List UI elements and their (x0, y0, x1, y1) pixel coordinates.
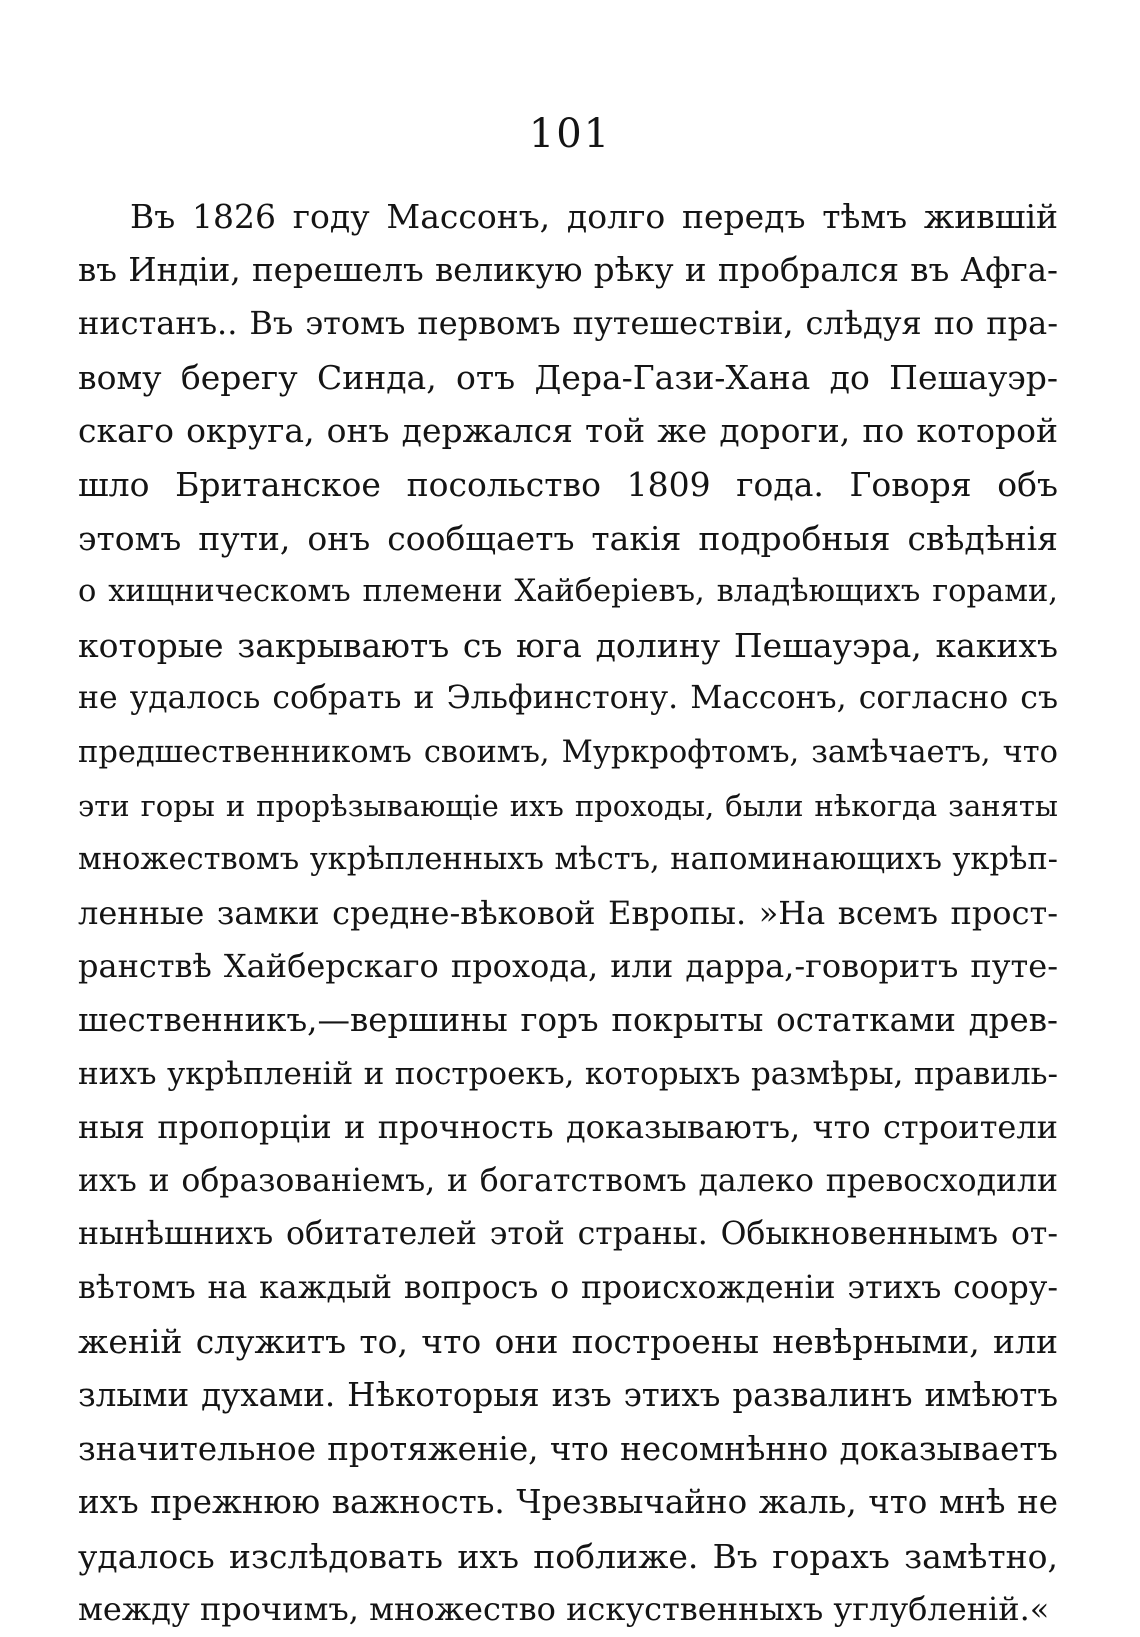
text-line: шло Британское посольство 1809 года. Говоря объ (78, 464, 1058, 504)
text-line: злыми духами. Нѣкоторыя изъ этихъ развалинъ имѣютъ (78, 1376, 1058, 1415)
text-line: о хищническомъ племени Хайберіевъ, владѣющихъ горами, (78, 574, 1058, 610)
text-line: нистанъ.. Въ этомъ первомъ путешествіи, слѣдуя по пра- (78, 304, 1058, 343)
text-line: скаго округа, онъ держался той же дороги, по которой (78, 411, 1058, 451)
text-line: этомъ пути, онъ сообщаетъ такія подробныя свѣдѣнія (78, 518, 1058, 558)
text-line: ныя пропорціи и прочность доказываютъ, что строители (78, 1108, 1058, 1147)
text-line: ленные замки средне-вѣковой Европы. »На всемъ прост- (78, 893, 1058, 932)
text-line: которые закрываютъ съ юга долину Пешауэра, какихъ (78, 625, 1058, 665)
text-line: Въ 1826 году Массонъ, долго передъ тѣмъ жившій (130, 197, 1058, 236)
text-line: въ Индіи, перешелъ великую рѣку и пробрался въ Афга- (78, 250, 1058, 289)
text-line: эти горы и прорѣзывающіе ихъ проходы, были нѣкогда заняты (78, 788, 1058, 823)
page-number: 101 (528, 111, 612, 157)
body-text (78, 190, 1058, 1637)
text-line: не удалось собрать и Эльфинстону. Массонъ, согласно съ (78, 680, 1058, 717)
text-line: множествомъ укрѣпленныхъ мѣстъ, напоминающихъ укрѣп- (78, 842, 1058, 878)
text-line: женій служитъ то, что они построены невѣрными, или (78, 1322, 1058, 1362)
text-line: между прочимъ, множество искуственныхъ углубленій.« (78, 1590, 1050, 1629)
text-line: значительное протяженіе, что несомнѣнно доказываетъ (78, 1429, 1058, 1468)
text-line: нынѣшнихъ обитателей этой страны. Обыкновеннымъ от- (78, 1216, 1058, 1253)
text-line: вѣтомъ на каждый вопросъ о происхожденіи этихъ соору- (78, 1269, 1058, 1306)
text-line: ихъ прежнюю важность. Чрезвычайно жаль, что мнѣ не (78, 1483, 1058, 1522)
text-line: нихъ укрѣпленій и построекъ, которыхъ размѣры, правиль- (78, 1055, 1058, 1092)
text-line: шественникъ,—вершины горъ покрыты остатками древ- (78, 1000, 1058, 1039)
text-line: ранствѣ Хайберскаго прохода, или дарра,-говоритъ путе- (78, 947, 1058, 986)
text-line: вому берегу Синда, отъ Дера-Гази-Хана до Пешауэр- (78, 357, 1058, 397)
text-line: предшественникомъ своимъ, Муркрофтомъ, замѣчаетъ, что (78, 734, 1058, 770)
text-line: ихъ и образованіемъ, и богатствомъ далеко превосходили (78, 1162, 1058, 1199)
text-line: удалось изслѣдовать ихъ поближе. Въ горахъ замѣтно, (78, 1536, 1058, 1576)
